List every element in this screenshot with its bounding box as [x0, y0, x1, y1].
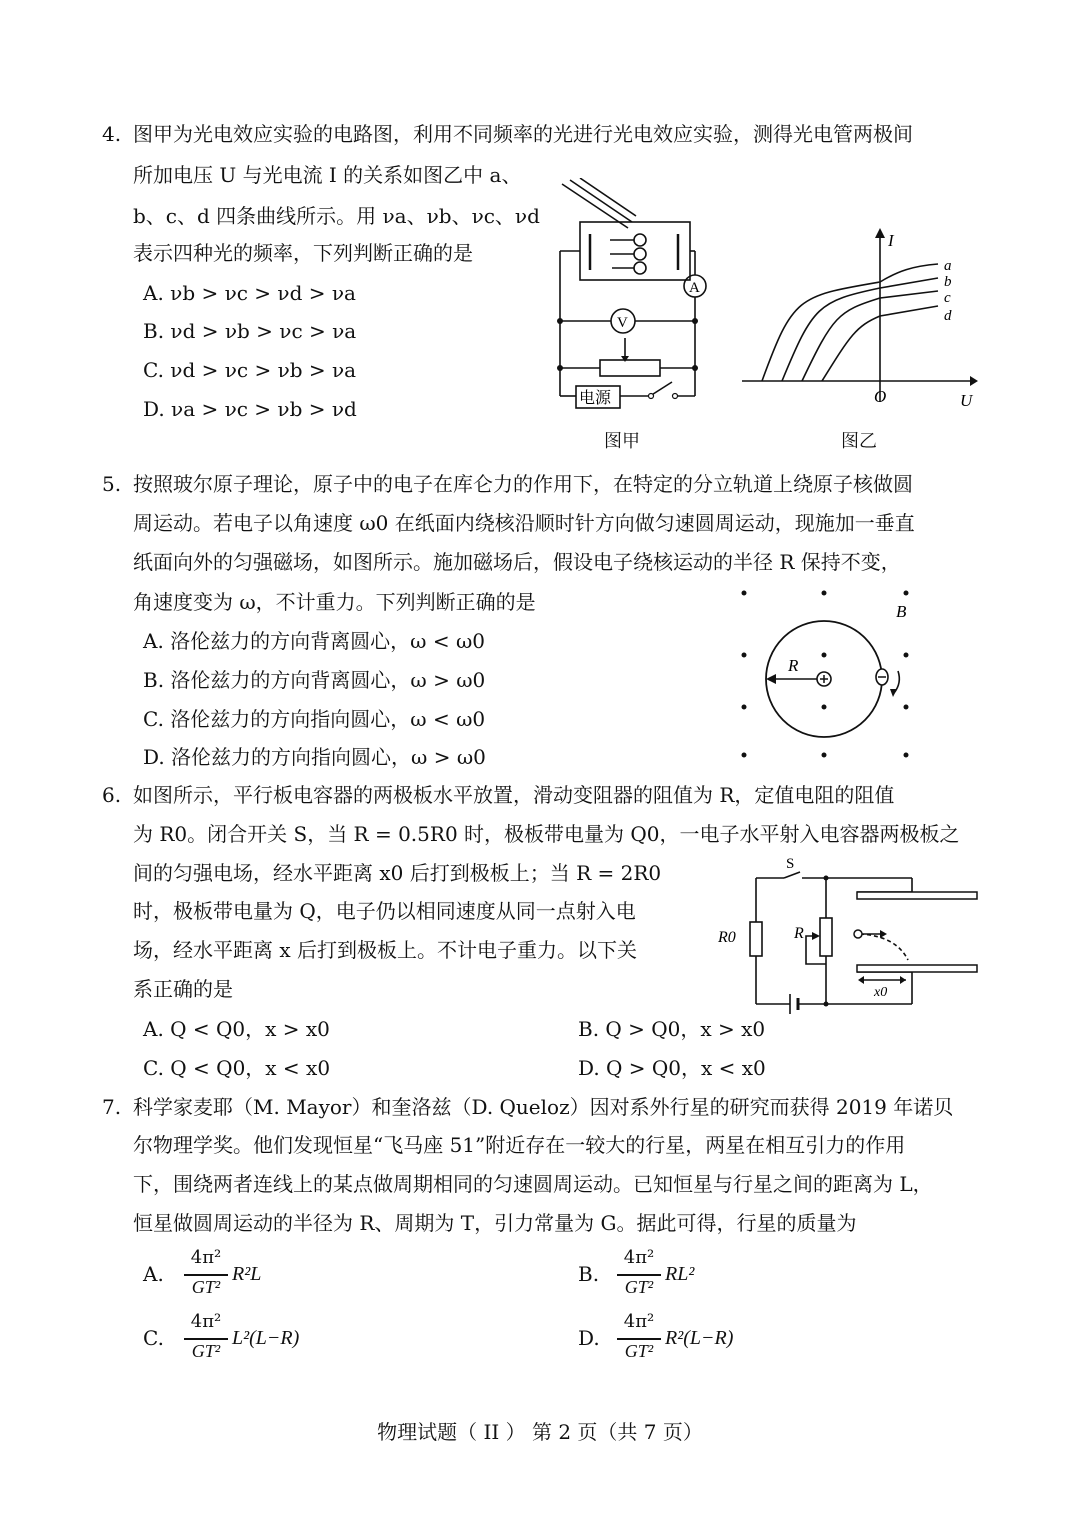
q7-option-a-denominator: GT² [191, 1277, 221, 1297]
q7-option-b-letter[interactable]: B. [578, 1262, 600, 1286]
q5-line-2: 周运动。若电子以角速度 ω0 在纸面内绕核沿顺时针方向做匀速圆周运动，现施加一垂直 [133, 511, 915, 535]
r-label: R [794, 925, 804, 942]
q7-option-a-letter[interactable]: A. [143, 1262, 164, 1286]
q6-option-d[interactable]: D. Q > Q0，x < x0 [578, 1056, 766, 1080]
q6-line-5: 场，经水平距离 x 后打到极板上。不计电子重力。以下关 [133, 938, 637, 962]
q5-option-a[interactable]: A. 洛伦兹力的方向背离圆心，ω < ω0 [143, 629, 485, 653]
q5-line-1: 按照玻尔原子理论，原子中的电子在库仑力的作用下，在特定的分立轨道上绕原子核做圆 [133, 472, 913, 496]
source-label: 电源 [579, 390, 612, 407]
radius-r-label: R [788, 656, 799, 675]
q4-option-c[interactable]: C. νd > νc > νb > νa [143, 358, 357, 382]
q6-option-c[interactable]: C. Q < Q0，x < x0 [143, 1056, 331, 1080]
q7-option-b-fraction-bar [617, 1274, 661, 1276]
q6-line-4: 时，极板带电量为 Q，电子仍以相同速度从同一点射入电 [133, 899, 636, 923]
q7-option-a-fraction-bar [184, 1274, 228, 1276]
q4-line-4: 表示四种光的频率，下列判断正确的是 [133, 241, 473, 265]
curve-d-label: d [944, 308, 952, 324]
q7-option-c-denominator: GT² [191, 1341, 221, 1361]
q5-number: 5. [102, 472, 122, 496]
voltmeter-label: V [617, 315, 628, 331]
q7-option-d-fraction-bar [617, 1338, 661, 1340]
q7-line-4: 恒星做圆周运动的半径为 R、周期为 T，引力常量为 G。据此可得，行星的质量为 [133, 1211, 857, 1235]
q4-line-1: 图甲为光电效应实验的电路图，利用不同频率的光进行光电效应实验，测得光电管两极间 [133, 122, 913, 146]
q5-option-b[interactable]: B. 洛伦兹力的方向背离圆心，ω > ω0 [143, 668, 486, 692]
r0-label: R0 [718, 929, 736, 946]
q5-line-4: 角速度变为 ω，不计重力。下列判断正确的是 [133, 590, 536, 614]
graph-y-label: I [888, 231, 894, 250]
q7-option-d-letter[interactable]: D. [578, 1326, 600, 1350]
q4-line-3: b、c、d 四条曲线所示。用 νa、νb、νc、νd [133, 204, 540, 228]
q5-line-3: 纸面向外的匀强磁场，如图所示。施加磁场后，假设电子绕核运动的半径 R 保持不变， [133, 550, 901, 574]
q4-circuit-figure [550, 178, 720, 418]
q5-option-c[interactable]: C. 洛伦兹力的方向指向圆心，ω < ω0 [143, 707, 486, 731]
field-b-label: B [896, 602, 907, 621]
graph-x-label: U [960, 391, 973, 410]
q4-option-d[interactable]: D. νa > νc > νb > νd [143, 397, 357, 421]
q7-option-d-numerator: 4π² [623, 1311, 655, 1332]
q7-option-a-tail: R²L [232, 1263, 262, 1285]
q7-line-2: 尔物理学奖。他们发现恒星“飞马座 51”附近存在一较大的行星，两星在相互引力的作用 [133, 1133, 906, 1157]
q7-line-1: 科学家麦耶（M. Mayor）和奎洛兹（D. Queloz）因对系外行星的研究而获得 2019 年诺贝 [133, 1095, 954, 1119]
switch-s-label: S [786, 856, 795, 872]
q6-line-6: 系正确的是 [133, 977, 233, 1001]
q7-option-c-numerator: 4π² [190, 1311, 222, 1332]
page-footer: 物理试题（ II ） 第 2 页（共 7 页） [377, 1420, 703, 1444]
q4-fig-yi-caption: 图乙 [841, 431, 877, 452]
q6-line-3: 间的匀强电场，经水平距离 x0 后打到极板上；当 R = 2R0 [133, 861, 662, 885]
q6-option-b[interactable]: B. Q > Q0，x > x0 [578, 1017, 766, 1041]
q5-option-d[interactable]: D. 洛伦兹力的方向指向圆心，ω > ω0 [143, 745, 486, 769]
q7-option-d-tail: R²(L−R) [665, 1327, 734, 1349]
q6-option-a[interactable]: A. Q < Q0，x > x0 [143, 1017, 330, 1041]
q7-option-a-numerator: 4π² [190, 1247, 222, 1268]
q6-line-2: 为 R0。闭合开关 S，当 R = 0.5R0 时，极板带电量为 Q0，一电子水平射入电容器两极板之 [133, 822, 960, 846]
q4-number: 4. [102, 122, 122, 146]
graph-origin: O [874, 387, 887, 406]
q4-fig-jia-caption: 图甲 [604, 431, 640, 452]
q7-number: 7. [102, 1095, 122, 1119]
q5-magnetic-field-figure [730, 585, 930, 765]
q7-option-c-fraction-bar [184, 1338, 228, 1340]
q7-line-3: 下，围绕两者连线上的某点做周期相同的匀速圆周运动。已知恒星与行星之间的距离为 L， [133, 1172, 933, 1196]
q7-option-c-tail: L²(L−R) [232, 1327, 300, 1349]
q7-option-d-denominator: GT² [624, 1341, 654, 1361]
q6-capacitor-circuit-figure [712, 856, 982, 1016]
q4-option-a[interactable]: A. νb > νc > νd > νa [143, 281, 356, 305]
q4-iu-graph [738, 226, 978, 412]
curve-b-label: b [944, 274, 952, 290]
q7-option-b-tail: RL² [665, 1263, 695, 1285]
q6-line-1: 如图所示，平行板电容器的两极板水平放置，滑动变阻器的阻值为 R，定值电阻的阻值 [133, 783, 895, 807]
q7-option-c-letter[interactable]: C. [143, 1326, 164, 1350]
q7-option-b-numerator: 4π² [623, 1247, 655, 1268]
x0-label: x0 [874, 985, 888, 1000]
q4-option-b[interactable]: B. νd > νb > νc > νa [143, 319, 357, 343]
q4-line-2: 所加电压 U 与光电流 I 的关系如图乙中 a、 [133, 163, 522, 187]
ammeter-label: A [689, 280, 700, 296]
curve-c-label: c [944, 290, 951, 306]
q7-option-b-denominator: GT² [624, 1277, 654, 1297]
q6-number: 6. [102, 783, 122, 807]
curve-a-label: a [944, 258, 952, 274]
